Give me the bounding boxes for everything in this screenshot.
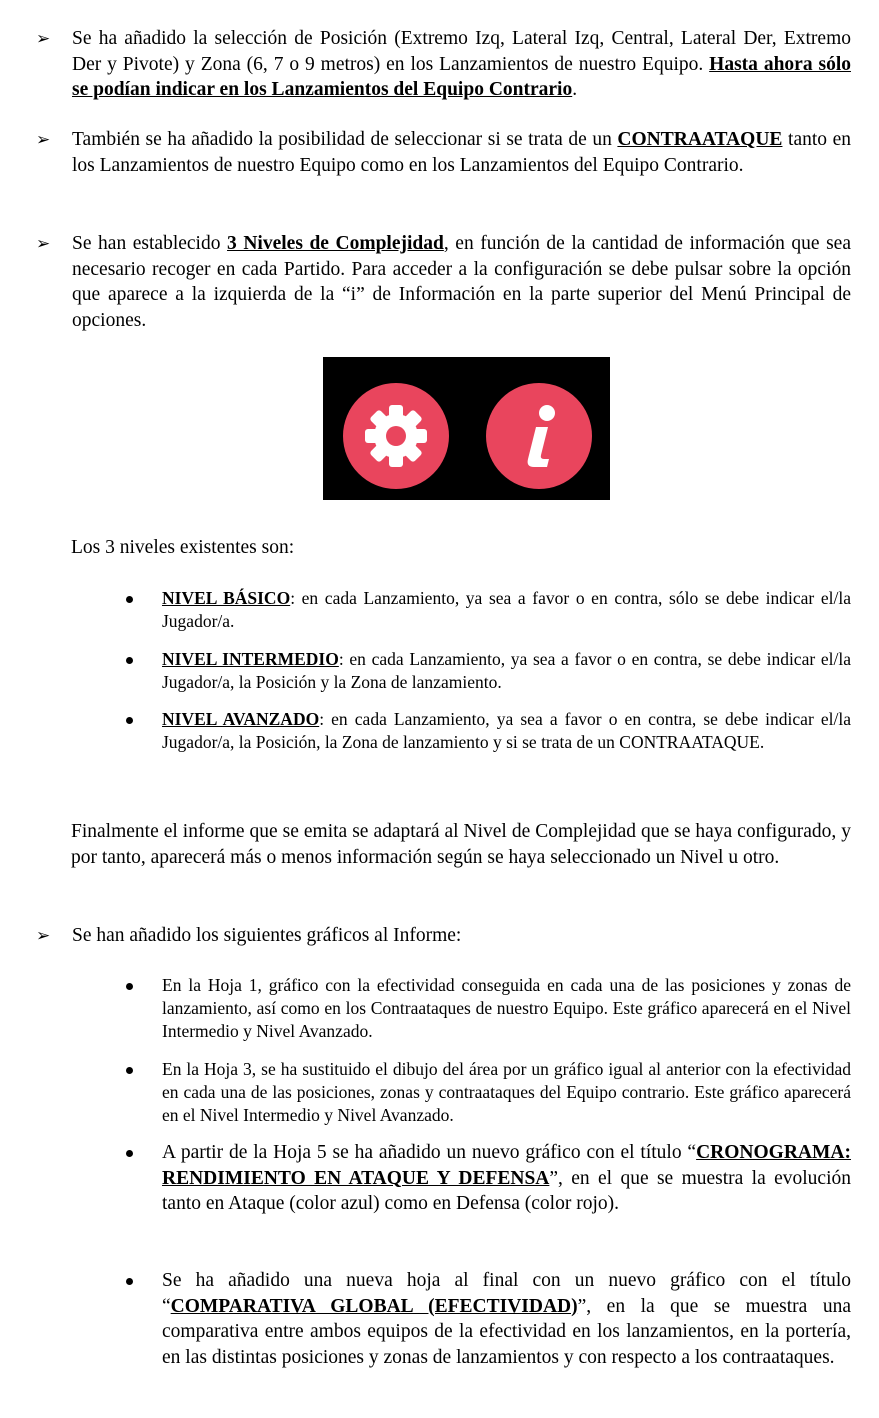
- bullet-dot: [126, 1067, 133, 1074]
- level-item-avanzado: [126, 708, 851, 754]
- arrow-item-contraataque: [36, 127, 851, 178]
- chart-text: Se ha añadido una nueva hoja al final con un nuevo gráfico con el título “COMPARATIVA GLOBAL (EFECTIVIDAD)”, en la que se muestra una comparativa entre ambos equipos de la efectividad en los lanzamientos, en la portería, en las distintas posiciones y zonas de lanzamientos y con respecto a los contraataques.: [162, 1270, 851, 1368]
- level-name: NIVEL INTERMEDIO: [162, 649, 339, 669]
- bullet-dot: [126, 983, 133, 990]
- level-name: NIVEL BÁSICO: [162, 588, 291, 608]
- item-text: Se han establecido 3 Niveles de Complejidad, en función de la cantidad de información que sea necesario recoger en cada Partido. Para acceder a la configuración se debe pulsar sobre la opción que aparece a la izquierda de la “i” de Información en la parte superior del Menú Principal de opciones.: [72, 233, 851, 331]
- chart-text: A partir de la Hoja 5 se ha añadido un nuevo gráfico con el título “CRONOGRAMA: RENDIMIENTO EN ATAQUE Y DEFENSA”, en el que se muestra la evolución tanto en Ataque (color azul) como en Defensa (color rojo).: [162, 1142, 851, 1214]
- levels-intro: Los 3 niveles existentes son:: [71, 537, 295, 558]
- item-text: También se ha añadido la posibilidad de seleccionar si se trata de un CONTRAATAQUE tanto en los Lanzamientos de nuestro Equipo como en los Lanzamientos del Equipo Contrario.: [72, 129, 851, 176]
- chart-item-hoja1: [126, 974, 851, 1043]
- chart-text: En la Hoja 3, se ha sustituido el dibujo del área por un gráfico igual al anterior con la efectividad en cada una de las posiciones, zonas y contraataques del Equipo contrario. Este gráfico aparecerá en el Nivel Intermedio y Nivel Avanzado.: [162, 1059, 851, 1125]
- level-text: NIVEL BÁSICO: en cada Lanzamiento, ya sea a favor o en contra, sólo se debe indicar el/la Jugador/a.: [162, 588, 851, 631]
- chart-title: CRONOGRAMA: RENDIMIENTO EN ATAQUE Y DEFENSA: [162, 1142, 851, 1189]
- arrow-bullet-icon: ➢: [36, 926, 51, 946]
- level-item-basico: [126, 587, 851, 633]
- bullet-dot: [126, 657, 133, 664]
- bullet-dot: [126, 717, 133, 724]
- level-item-intermedio: [126, 648, 851, 694]
- bullet-dot: [126, 1150, 133, 1157]
- bold-underlined-text: CONTRAATAQUE: [617, 129, 783, 150]
- bold-underlined-text: Hasta ahora sólo se podían indicar en los Lanzamientos del Equipo Contrario: [72, 53, 851, 100]
- arrow-item-posicion: [36, 26, 851, 103]
- chart-title: COMPARATIVA GLOBAL (EFECTIVIDAD): [170, 1295, 578, 1317]
- level-text: NIVEL AVANZADO: en cada Lanzamiento, ya sea a favor o en contra, se debe indicar el/la Jugador/a, la Posición, la Zona de lanzamiento y si se trata de un CONTRAATAQUE.: [162, 709, 851, 752]
- info-icon: [486, 383, 592, 489]
- arrow-bullet-icon: ➢: [36, 234, 51, 254]
- chart-item-cronograma: [126, 1140, 851, 1217]
- level-name: NIVEL AVANZADO: [162, 709, 320, 729]
- level-text: NIVEL INTERMEDIO: en cada Lanzamiento, ya sea a favor o en contra, se debe indicar el/la Jugador/a, la Posición y la Zona de lanzamiento.: [162, 649, 851, 692]
- chart-item-comparativa: [126, 1268, 851, 1370]
- bullet-dot: [126, 1278, 133, 1285]
- bold-underlined-text: 3 Niveles de Complejidad: [227, 233, 444, 254]
- gear-icon: [343, 383, 449, 489]
- final-paragraph: Finalmente el informe que se emita se adaptará al Nivel de Complejidad que se haya configurado, y por tanto, aparecerá más o menos información según se haya seleccionado un Nivel u otro.: [71, 821, 851, 868]
- arrow-bullet-icon: ➢: [36, 29, 51, 49]
- item-text: Se ha añadido la selección de Posición (Extremo Izq, Lateral Izq, Central, Lateral Der, Extremo Der y Pivote) y Zona (6, 7 o 9 metros) en los Lanzamientos de nuestro Equipo. Hasta ahora sólo se podían indicar en los Lanzamientos del Equipo Contrario.: [72, 28, 851, 100]
- arrow-bullet-icon: ➢: [36, 130, 51, 150]
- chart-text: En la Hoja 1, gráfico con la efectividad conseguida en cada una de las posiciones y zonas de lanzamiento, así como en los Contraataques de nuestro Equipo. Este gráfico aparecerá en el Nivel Intermedio y Nivel Avanzado.: [162, 975, 851, 1041]
- chart-item-hoja3: [126, 1058, 851, 1127]
- menu-icons-image: [323, 357, 610, 500]
- item-text: Se han añadido los siguientes gráficos al Informe:: [72, 925, 462, 946]
- arrow-item-graficos: [36, 923, 851, 949]
- bullet-dot: [126, 596, 133, 603]
- arrow-item-niveles: [36, 231, 851, 333]
